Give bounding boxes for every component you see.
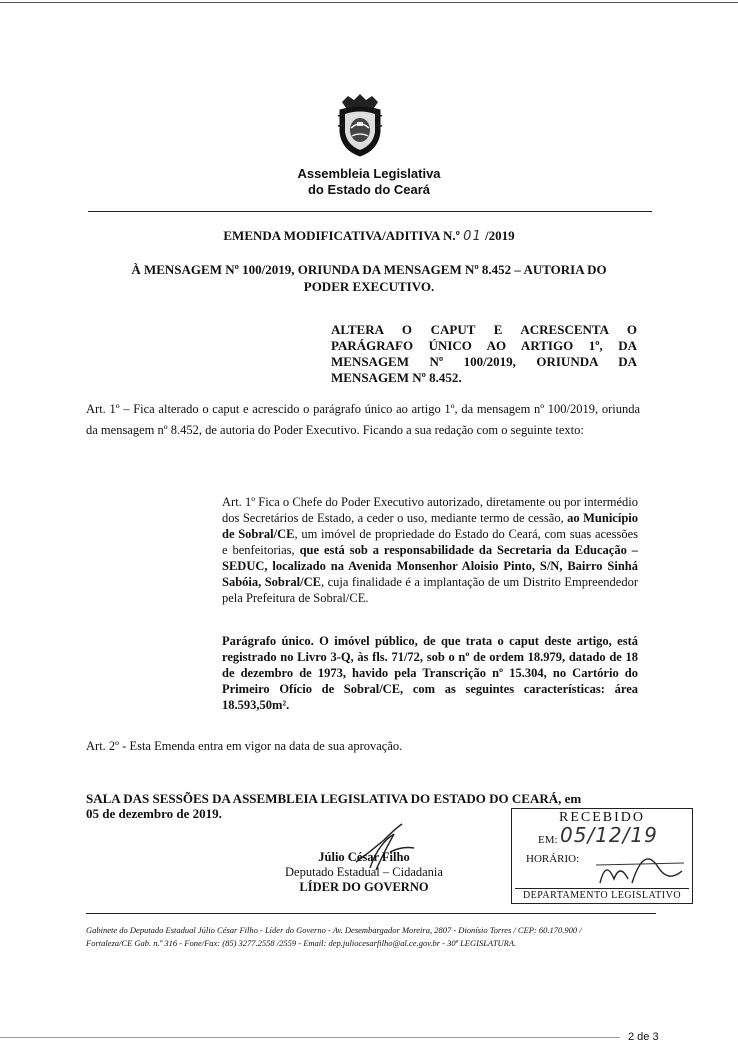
quote1-part1: Art. 1º Fica o Chefe do Poder Executivo autorizado, diretamente ou por intermédio dos Secretários de Estado, a ceder o uso, mediante termo de cessão, <box>222 495 638 525</box>
document-subtitle <box>92 261 646 295</box>
footer-line2: Fortaleza/CE Gab. n.º 316 - Fone/Fax: (85) 3277.2558 /2559 - Email: dep.juliocesarfilho@al.ce.gov.br - 30ª LEGISLATURA. <box>86 938 517 948</box>
closing-line1: SALA DAS SESSÕES DA ASSEMBLEIA LEGISLATIVA DO ESTADO DO CEARÁ, em <box>86 791 582 806</box>
ementa-line3: MENSAGEM Nº 100/2019, ORIUNDA DA <box>331 354 637 369</box>
article-2-text: Art. 2º - Esta Emenda entra em vigor na data de sua aprovação. <box>86 739 403 753</box>
stamp-handwritten-date: 05/12/19 <box>560 823 658 847</box>
ementa-block <box>331 322 637 386</box>
header-divider <box>88 211 652 212</box>
quoted-article-1 <box>222 494 638 606</box>
page-number: 2 de 3 <box>628 1031 659 1043</box>
footer-line1: Gabinete do Deputado Estadual Júlio César Filho - Líder do Governo - Av. Desembargador Moreira, 2807 - Dionísio Torres / CEP: 60.170.900 / <box>86 925 582 935</box>
top-border <box>0 2 738 3</box>
signer-role: Deputado Estadual – Cidadania <box>285 865 443 879</box>
closing-line2: 05 de dezembro de 2019. <box>86 806 222 821</box>
quote1-part2: ao Município de Sobral/CE <box>222 511 638 541</box>
title-suffix: /2019 <box>481 228 515 243</box>
subtitle-line1: À MENSAGEM Nº 100/2019, ORIUNDA DA MENSAGEM Nº 8.452 – AUTORIA DO <box>131 262 607 277</box>
quote1-part3: , um imóvel de propriedade do Estado do Ceará, com suas acessões e benfeitorias, <box>222 527 638 557</box>
stamp-initials-scribble <box>592 849 688 887</box>
stamp-em-label: EM: <box>538 834 558 846</box>
footer-divider <box>86 913 656 914</box>
signature-block <box>236 850 492 895</box>
org-name-line2: do Estado do Ceará <box>307 182 431 197</box>
quote1-part5: , cuja finalidade é a implantação de um Distrito Empreendedor pela Prefeitura de Sobral/CE. <box>222 575 638 605</box>
signer-name: Júlio César Filho <box>318 850 410 864</box>
quote1-part4: que está sob a responsabilidade da Secretaria da Educação – SEDUC, localizado na Avenida Monsenhor Aloisio Pinto, S/N, Bairro Sinhá Sabóia, Sobral/CE <box>222 543 638 589</box>
footer-address <box>86 924 661 950</box>
title-prefix: EMENDA MODIFICATIVA/ADITIVA N.º <box>223 228 464 243</box>
stamp-horario-label: HORÁRIO: <box>526 853 580 865</box>
org-name-line1: Assembleia Legislativa <box>297 166 441 181</box>
article-1-text: Art. 1º – Fica alterado o caput e acrescido o parágrafo único ao artigo 1º, da mensagem nº 100/2019, oriunda da mensagem nº 8.452, de autoria do Poder Executivo. Ficando a sua redação com o seguinte texto: <box>86 402 640 437</box>
ementa-line1: ALTERA O CAPUT E ACRESCENTA O <box>331 322 637 337</box>
ceara-state-seal-icon <box>334 92 386 158</box>
title-handwritten-number: 01 <box>463 229 482 244</box>
document-title <box>0 228 738 244</box>
page-bottom-rule <box>0 1037 620 1038</box>
stamp-department: DEPARTAMENTO LEGISLATIVO <box>515 888 689 901</box>
stamp-title: RECEBIDO <box>559 810 645 825</box>
quoted-paragrafo-unico: Parágrafo único. O imóvel público, de que trata o caput deste artigo, está registrado no Livro 3-Q, às fls. 71/72, sob o nº de ordem 18.979, datado de 18 de dezembro de 1973, havido pela Transcrição nº 15.304, no Cartório do Primeiro Ofício de Sobral/CE, com as seguintes características: área 18.593,50m². <box>222 634 638 712</box>
ementa-line4: MENSAGEM Nº 8.452. <box>331 370 462 385</box>
ementa-line2: PARÁGRAFO ÚNICO AO ARTIGO 1º, DA <box>331 338 637 353</box>
subtitle-line2: PODER EXECUTIVO. <box>303 279 435 294</box>
signer-title: LÍDER DO GOVERNO <box>299 880 429 894</box>
received-stamp <box>511 808 693 904</box>
